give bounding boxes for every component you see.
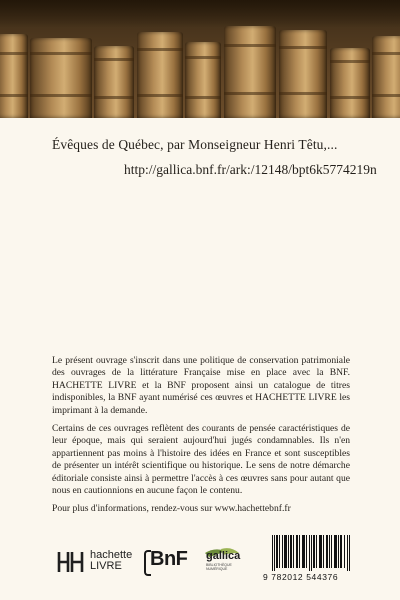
book-spine <box>94 46 134 118</box>
notice-paragraph: Certains de ces ouvrages reflètent des courants de pensée caractéristiques de leur époque, mais qui seraient aujourd'hui jugés condamnables. Ils n'en appartiennent pas moins à l'histoire des idées en France et sont susceptibles de présenter un intérêt scientifique ou historique. Le sens de notre démarche éditoriale consiste ainsi à permettre l'accès à ces œuvres sans pour autant que nous en cautionnions en aucune façon le contenu. <box>52 423 350 497</box>
bookshelf-image <box>0 0 400 118</box>
book-spine <box>224 26 276 118</box>
book-spine <box>137 32 183 118</box>
gallica-url: http://gallica.bnf.fr/ark:/12148/bpt6k5774219n <box>124 162 377 177</box>
isbn-barcode <box>272 535 352 571</box>
gallica-logo-text: gallica <box>206 550 241 562</box>
book-spine <box>372 36 400 118</box>
book-spine <box>279 30 327 118</box>
notice-website: Pour plus d'informations, rendez-vous sur www.hachettebnf.fr <box>52 503 291 515</box>
bnf-logo: BnF <box>150 548 188 570</box>
hachette-logo-icon <box>56 550 86 574</box>
notice-paragraph: Le présent ouvrage s'inscrit dans une politique de conservation patrimoniale des ouvrages de la littérature Française mise en place avec la BNF. HACHETTE LIVRE et la BNF proposent ainsi un catalogue de titres indisponibles, la BNF ayant numérisé ces œuvres et HACHETTE LIVRE les imprimant à la demande. <box>52 355 350 416</box>
book-spine <box>185 42 221 118</box>
book-spine <box>0 34 28 118</box>
gallica-logo-subtitle: BIBLIOTHÈQUE NUMÉRIQUE <box>206 563 232 571</box>
shelf-shadow <box>0 0 400 28</box>
isbn-digits: 9 782012 544376 <box>263 572 339 582</box>
hachette-logo-text: hachette LIVRE <box>90 549 133 572</box>
book-spine <box>30 38 92 118</box>
book-title: Évêques de Québec, par Monseigneur Henri Têtu,... <box>52 137 338 152</box>
publisher-notice <box>52 355 350 522</box>
book-spine <box>330 48 370 118</box>
